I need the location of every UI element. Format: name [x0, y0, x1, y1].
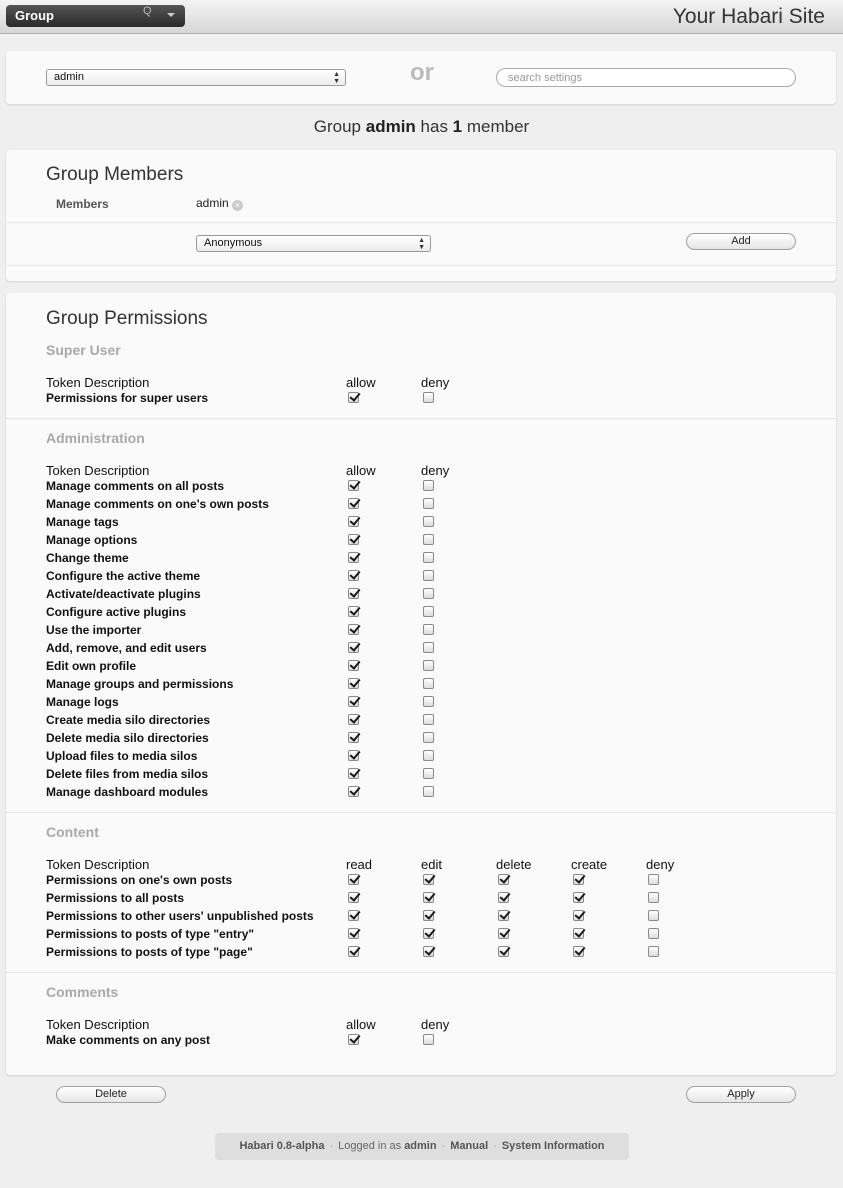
- checkbox-deny[interactable]: [423, 392, 434, 403]
- column-header-deny: deny: [421, 1017, 450, 1032]
- permission-label: Permissions to all posts: [46, 891, 185, 905]
- checkbox-allow[interactable]: [348, 732, 359, 743]
- checkbox-edit[interactable]: [423, 910, 434, 921]
- chevron-down-icon[interactable]: [167, 13, 175, 17]
- section-title-comments: Comments: [46, 984, 119, 1000]
- column-header-allow: allow: [346, 1017, 376, 1032]
- column-header-deny: deny: [646, 857, 675, 872]
- checkbox-deny[interactable]: [648, 946, 659, 957]
- checkbox-deny[interactable]: [423, 1034, 434, 1045]
- members-label: Members: [56, 197, 109, 211]
- group-members-title: Group Members: [46, 164, 184, 185]
- checkbox-allow[interactable]: [348, 498, 359, 509]
- permission-label: Manage comments on all posts: [46, 479, 225, 493]
- permission-label: Permissions to other users' unpublished posts: [46, 909, 314, 923]
- checkbox-deny[interactable]: [423, 660, 434, 671]
- checkbox-allow[interactable]: [348, 588, 359, 599]
- checkbox-deny[interactable]: [648, 928, 659, 939]
- site-title[interactable]: Your Habari Site: [672, 5, 825, 28]
- delete-group-button[interactable]: Delete: [56, 1086, 166, 1103]
- permission-label: Manage logs: [46, 695, 119, 709]
- group-summary: Group admin has 1 member: [313, 117, 530, 136]
- checkbox-deny[interactable]: [423, 552, 434, 563]
- checkbox-delete[interactable]: [498, 874, 509, 885]
- permission-label: Activate/deactivate plugins: [46, 587, 201, 601]
- footer-manual-link[interactable]: Manual: [450, 1140, 489, 1152]
- token-description-header: Token Description: [46, 463, 150, 478]
- column-header-deny: deny: [421, 463, 450, 478]
- checkbox-read[interactable]: [348, 946, 359, 957]
- checkbox-delete[interactable]: [498, 946, 509, 957]
- checkbox-allow[interactable]: [348, 534, 359, 545]
- permission-label: Upload files to media silos: [46, 749, 198, 763]
- menu-label: Group: [15, 8, 54, 23]
- checkbox-deny[interactable]: [423, 606, 434, 617]
- checkbox-read[interactable]: [348, 928, 359, 939]
- member-tag: [196, 196, 243, 211]
- permission-label: Permissions to posts of type "page": [46, 945, 253, 959]
- group-permissions-panel: [6, 293, 836, 1075]
- checkbox-allow[interactable]: [348, 768, 359, 779]
- permission-label: Manage comments on one's own posts: [46, 497, 269, 511]
- checkbox-allow[interactable]: [348, 552, 359, 563]
- add-member-select[interactable]: [196, 235, 431, 252]
- checkbox-allow[interactable]: [348, 516, 359, 527]
- permission-label: Permissions for super users: [46, 391, 209, 405]
- apply-button[interactable]: Apply: [686, 1086, 796, 1103]
- divider: [6, 972, 836, 973]
- column-header-allow: allow: [346, 375, 376, 390]
- footer: Habari 0.8-alpha · Logged in as admin · Manual · System Information: [215, 1133, 629, 1160]
- checkbox-create[interactable]: [573, 892, 584, 903]
- checkbox-create[interactable]: [573, 874, 584, 885]
- permission-label: Manage dashboard modules: [46, 785, 209, 799]
- checkbox-deny[interactable]: [423, 642, 434, 653]
- footer-user-link[interactable]: admin: [404, 1140, 437, 1152]
- group-select-value: admin: [54, 71, 84, 83]
- checkbox-allow[interactable]: [348, 642, 359, 653]
- checkbox-deny[interactable]: [423, 534, 434, 545]
- footer-version: Habari 0.8-alpha: [239, 1140, 325, 1152]
- divider: [6, 265, 836, 266]
- checkbox-deny[interactable]: [423, 624, 434, 635]
- column-header-create: create: [571, 857, 608, 872]
- checkbox-deny[interactable]: [423, 678, 434, 689]
- checkbox-deny[interactable]: [423, 498, 434, 509]
- checkbox-deny[interactable]: [423, 480, 434, 491]
- permission-label: Use the importer: [46, 623, 142, 637]
- checkbox-delete[interactable]: [498, 928, 509, 939]
- add-member-select-value: Anonymous: [204, 237, 263, 249]
- add-member-button[interactable]: Add: [686, 233, 796, 250]
- checkbox-deny[interactable]: [648, 910, 659, 921]
- divider: [6, 418, 836, 419]
- column-header-delete: delete: [496, 857, 532, 872]
- checkbox-edit[interactable]: [423, 946, 434, 957]
- token-description-header: Token Description: [46, 857, 150, 872]
- checkbox-allow[interactable]: [348, 392, 359, 403]
- menu-shortcut-hint: Q: [143, 5, 152, 17]
- checkbox-edit[interactable]: [423, 928, 434, 939]
- permission-label: Delete media silo directories: [46, 731, 209, 745]
- permission-label: Permissions to posts of type "entry": [46, 927, 255, 941]
- column-header-deny: deny: [421, 375, 450, 390]
- remove-member-icon[interactable]: ×: [232, 200, 243, 211]
- select-arrows-icon: ▲ ▼: [333, 71, 340, 85]
- group-select[interactable]: [46, 69, 346, 86]
- checkbox-allow[interactable]: [348, 570, 359, 581]
- group-members-panel: [6, 150, 836, 281]
- checkbox-deny[interactable]: [423, 732, 434, 743]
- checkbox-edit[interactable]: [423, 874, 434, 885]
- checkbox-create[interactable]: [573, 928, 584, 939]
- checkbox-deny[interactable]: [423, 786, 434, 797]
- permission-label: Add, remove, and edit users: [46, 641, 207, 655]
- checkbox-read[interactable]: [348, 910, 359, 921]
- checkbox-allow[interactable]: [348, 480, 359, 491]
- permission-label: Manage options: [46, 533, 138, 547]
- menu-button[interactable]: [6, 5, 185, 27]
- permission-label: Permissions on one's own posts: [46, 873, 233, 887]
- checkbox-deny[interactable]: [648, 892, 659, 903]
- checkbox-deny[interactable]: [648, 874, 659, 885]
- section-title-content: Content: [46, 824, 99, 840]
- checkbox-read[interactable]: [348, 892, 359, 903]
- checkbox-deny[interactable]: [423, 570, 434, 581]
- column-header-allow: allow: [346, 463, 376, 478]
- permission-label: Configure active plugins: [46, 605, 187, 619]
- checkbox-allow[interactable]: [348, 786, 359, 797]
- divider: [6, 812, 836, 813]
- checkbox-deny[interactable]: [423, 714, 434, 725]
- permission-label: Configure the active theme: [46, 569, 201, 583]
- top-bar: [0, 0, 843, 34]
- select-arrows-icon: ▲ ▼: [418, 237, 425, 251]
- or-label: or: [410, 59, 434, 86]
- divider: [6, 222, 836, 223]
- checkbox-deny[interactable]: [423, 588, 434, 599]
- permission-label: Change theme: [46, 551, 129, 565]
- checkbox-deny[interactable]: [423, 750, 434, 761]
- section-title-super-user: Super User: [46, 342, 121, 358]
- checkbox-deny[interactable]: [423, 696, 434, 707]
- checkbox-allow[interactable]: [348, 714, 359, 725]
- checkbox-deny[interactable]: [423, 516, 434, 527]
- checkbox-allow[interactable]: [348, 606, 359, 617]
- footer-logged-in-label: Logged in as: [338, 1140, 402, 1152]
- token-description-header: Token Description: [46, 375, 150, 390]
- checkbox-allow[interactable]: [348, 678, 359, 689]
- checkbox-create[interactable]: [573, 946, 584, 957]
- permission-label: Delete files from media silos: [46, 767, 209, 781]
- column-header-edit: edit: [421, 857, 442, 872]
- permission-label: Manage groups and permissions: [46, 677, 234, 691]
- checkbox-allow[interactable]: [348, 1034, 359, 1045]
- permission-label: Manage tags: [46, 515, 119, 529]
- group-permissions-title: Group Permissions: [46, 308, 208, 329]
- token-description-header: Token Description: [46, 1017, 150, 1032]
- group-selector-panel: [6, 51, 836, 104]
- checkbox-delete[interactable]: [498, 910, 509, 921]
- summary-group-name: admin: [365, 117, 416, 136]
- permission-label: Create media silo directories: [46, 713, 211, 727]
- footer-system-info-link[interactable]: System Information: [501, 1140, 605, 1152]
- permission-label: Make comments on any post: [46, 1033, 211, 1047]
- checkbox-allow[interactable]: [348, 696, 359, 707]
- checkbox-read[interactable]: [348, 874, 359, 885]
- column-header-read: read: [346, 857, 373, 872]
- checkbox-delete[interactable]: [498, 892, 509, 903]
- checkbox-allow[interactable]: [348, 624, 359, 635]
- section-title-administration: Administration: [46, 430, 145, 446]
- checkbox-deny[interactable]: [423, 768, 434, 779]
- checkbox-allow[interactable]: [348, 750, 359, 761]
- checkbox-allow[interactable]: [348, 660, 359, 671]
- checkbox-edit[interactable]: [423, 892, 434, 903]
- permission-label: Edit own profile: [46, 659, 136, 673]
- search-settings-input[interactable]: [496, 68, 796, 87]
- member-name: admin: [196, 196, 229, 210]
- checkbox-create[interactable]: [573, 910, 584, 921]
- summary-member-count: 1: [452, 117, 463, 136]
